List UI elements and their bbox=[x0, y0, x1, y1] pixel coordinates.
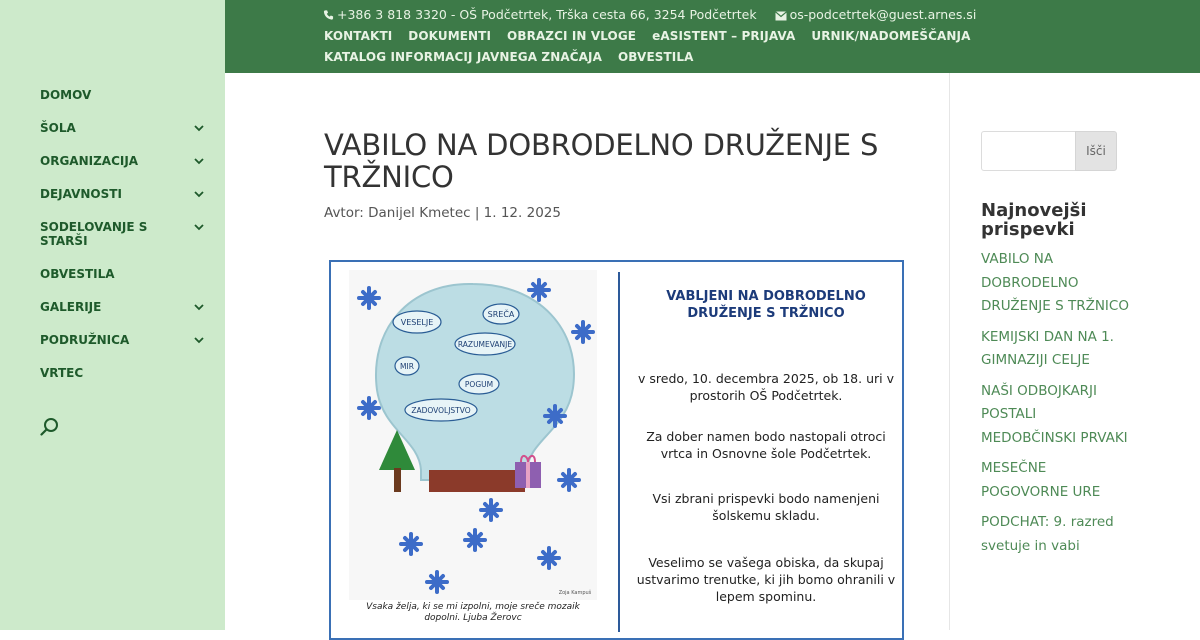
chevron-down-icon[interactable] bbox=[192, 220, 206, 234]
drawing-word-pogum: POGUM bbox=[464, 380, 494, 389]
chevron-down-icon[interactable] bbox=[192, 187, 206, 201]
top-menu-dokumenti[interactable]: DOKUMENTI bbox=[408, 29, 492, 43]
poster-divider bbox=[618, 272, 620, 632]
right-sidebar bbox=[951, 73, 1200, 630]
top-menu-obrazci[interactable]: OBRAZCI IN VLOGE bbox=[507, 29, 637, 43]
recent-post-link[interactable]: KEMIJSKI DAN NA 1. GIMNAZIJI CELJE bbox=[981, 328, 1114, 368]
nav-item-sola[interactable] bbox=[40, 121, 210, 135]
email-text: os-podcetrtek@guest.arnes.si bbox=[789, 7, 977, 22]
nav-item-obvestila[interactable] bbox=[40, 267, 210, 281]
top-menu-row-1 bbox=[324, 29, 987, 43]
top-header bbox=[225, 0, 1200, 73]
lightbulb-drawing bbox=[349, 270, 597, 600]
poster-paragraph-performers: Za dober namen bodo nastopali otroci vrtca in Osnovne šole Podčetrtek. bbox=[646, 429, 886, 461]
poster-caption: Vsaka želja, ki se mi izpolni, moje sreče mozaik dopolni. Ljuba Žerovc bbox=[366, 602, 580, 623]
drawing-word-zadovoljstvo: ZADOVOLJSTVO bbox=[411, 406, 471, 415]
recent-posts-list bbox=[981, 248, 1131, 565]
email-link[interactable] bbox=[775, 7, 977, 22]
chevron-down-icon[interactable] bbox=[192, 121, 206, 135]
chevron-down-icon[interactable] bbox=[192, 154, 206, 168]
nav-item-label: VRTEC bbox=[40, 366, 84, 380]
drawing-word-veselje: VESELJE bbox=[400, 318, 434, 327]
top-menu-kontakti[interactable]: KONTAKTI bbox=[324, 29, 393, 43]
main-nav bbox=[40, 88, 210, 380]
nav-item-domov[interactable] bbox=[40, 88, 210, 102]
poster-paragraph-fund: Vsi zbrani prispevki bodo namenjeni šolskemu skladu. bbox=[652, 491, 880, 523]
phone-address-text: +386 3 818 3320 - OŠ Podčetrtek, Trška cesta 66, 3254 Podčetrtek bbox=[337, 7, 757, 22]
nav-item-label: GALERIJE bbox=[40, 300, 102, 314]
post-title: VABILO NA DOBRODELNO DRUŽENJE S TRŽNICO bbox=[324, 128, 879, 194]
search-button[interactable]: Išči bbox=[1075, 131, 1117, 171]
top-menu-obvestila[interactable]: OBVESTILA bbox=[618, 50, 694, 64]
nav-item-label: ORGANIZACIJA bbox=[40, 154, 139, 168]
poster-heading: VABLJENI NA DOBRODELNO DRUŽENJE S TRŽNICO bbox=[666, 289, 866, 321]
nav-item-dejavnosti[interactable] bbox=[40, 187, 210, 201]
recent-post-link[interactable]: MESEČNE POGOVORNE URE bbox=[981, 460, 1101, 500]
drawing-word-sreca: SREČA bbox=[487, 310, 515, 319]
nav-item-label: PODRUŽNICA bbox=[40, 333, 130, 347]
recent-post-link[interactable]: PODCHAT: 9. razred svetuje in vabi bbox=[981, 514, 1114, 554]
recent-posts-title: Najnovejši prispevki bbox=[981, 200, 1087, 240]
top-menu-row-2 bbox=[324, 50, 709, 64]
search-input[interactable] bbox=[981, 131, 1076, 171]
poster-paragraph-date: v sredo, 10. decembra 2025, ob 18. uri v prostorih OŠ Podčetrtek. bbox=[638, 371, 894, 403]
chevron-down-icon[interactable] bbox=[192, 333, 206, 347]
contact-info bbox=[323, 7, 976, 22]
nav-item-label: ŠOLA bbox=[40, 121, 76, 135]
nav-item-podruznica[interactable] bbox=[40, 333, 210, 347]
recent-post-link[interactable]: VABILO NA DOBRODELNO DRUŽENJE S TRŽNICO bbox=[981, 251, 1129, 314]
envelope-icon bbox=[775, 11, 787, 21]
top-menu-urnik[interactable]: URNIK/NADOMEŠČANJA bbox=[811, 29, 971, 43]
left-sidebar bbox=[0, 0, 225, 630]
invitation-poster-image bbox=[329, 260, 904, 640]
nav-item-sodelovanje[interactable] bbox=[40, 220, 210, 248]
drawing-word-razumevanje: RAZUMEVANJE bbox=[457, 340, 513, 349]
top-menu-easistent[interactable]: eASISTENT – PRIJAVA bbox=[652, 29, 796, 43]
post-meta: Avtor: Danijel Kmetec | 1. 12. 2025 bbox=[324, 205, 561, 221]
nav-item-label: DEJAVNOSTI bbox=[40, 187, 122, 201]
nav-item-label: OBVESTILA bbox=[40, 267, 115, 281]
drawing-word-mir: MIR bbox=[400, 362, 414, 371]
nav-item-vrtec[interactable] bbox=[40, 366, 210, 380]
recent-post-link[interactable]: NAŠI ODBOJKARJI POSTALI MEDOBČINSKI PRVAKI bbox=[981, 382, 1128, 446]
nav-item-organizacija[interactable] bbox=[40, 154, 210, 168]
main-content bbox=[225, 73, 950, 630]
nav-item-label: SODELOVANJE S STARŠI bbox=[40, 220, 148, 248]
phone-icon bbox=[323, 9, 334, 21]
nav-item-label: DOMOV bbox=[40, 88, 92, 102]
search-icon[interactable] bbox=[40, 417, 60, 437]
drawing-signature: Zoja Kampuš bbox=[558, 590, 592, 596]
nav-item-galerije[interactable] bbox=[40, 300, 210, 314]
poster-paragraph-welcome: Veselimo se vašega obiska, da skupaj ustvarimo trenutke, ki jih bomo ohranili v lepem spominu. bbox=[636, 555, 896, 604]
top-menu-katalog[interactable]: KATALOG INFORMACIJ JAVNEGA ZNAČAJA bbox=[324, 50, 602, 64]
chevron-down-icon[interactable] bbox=[192, 300, 206, 314]
